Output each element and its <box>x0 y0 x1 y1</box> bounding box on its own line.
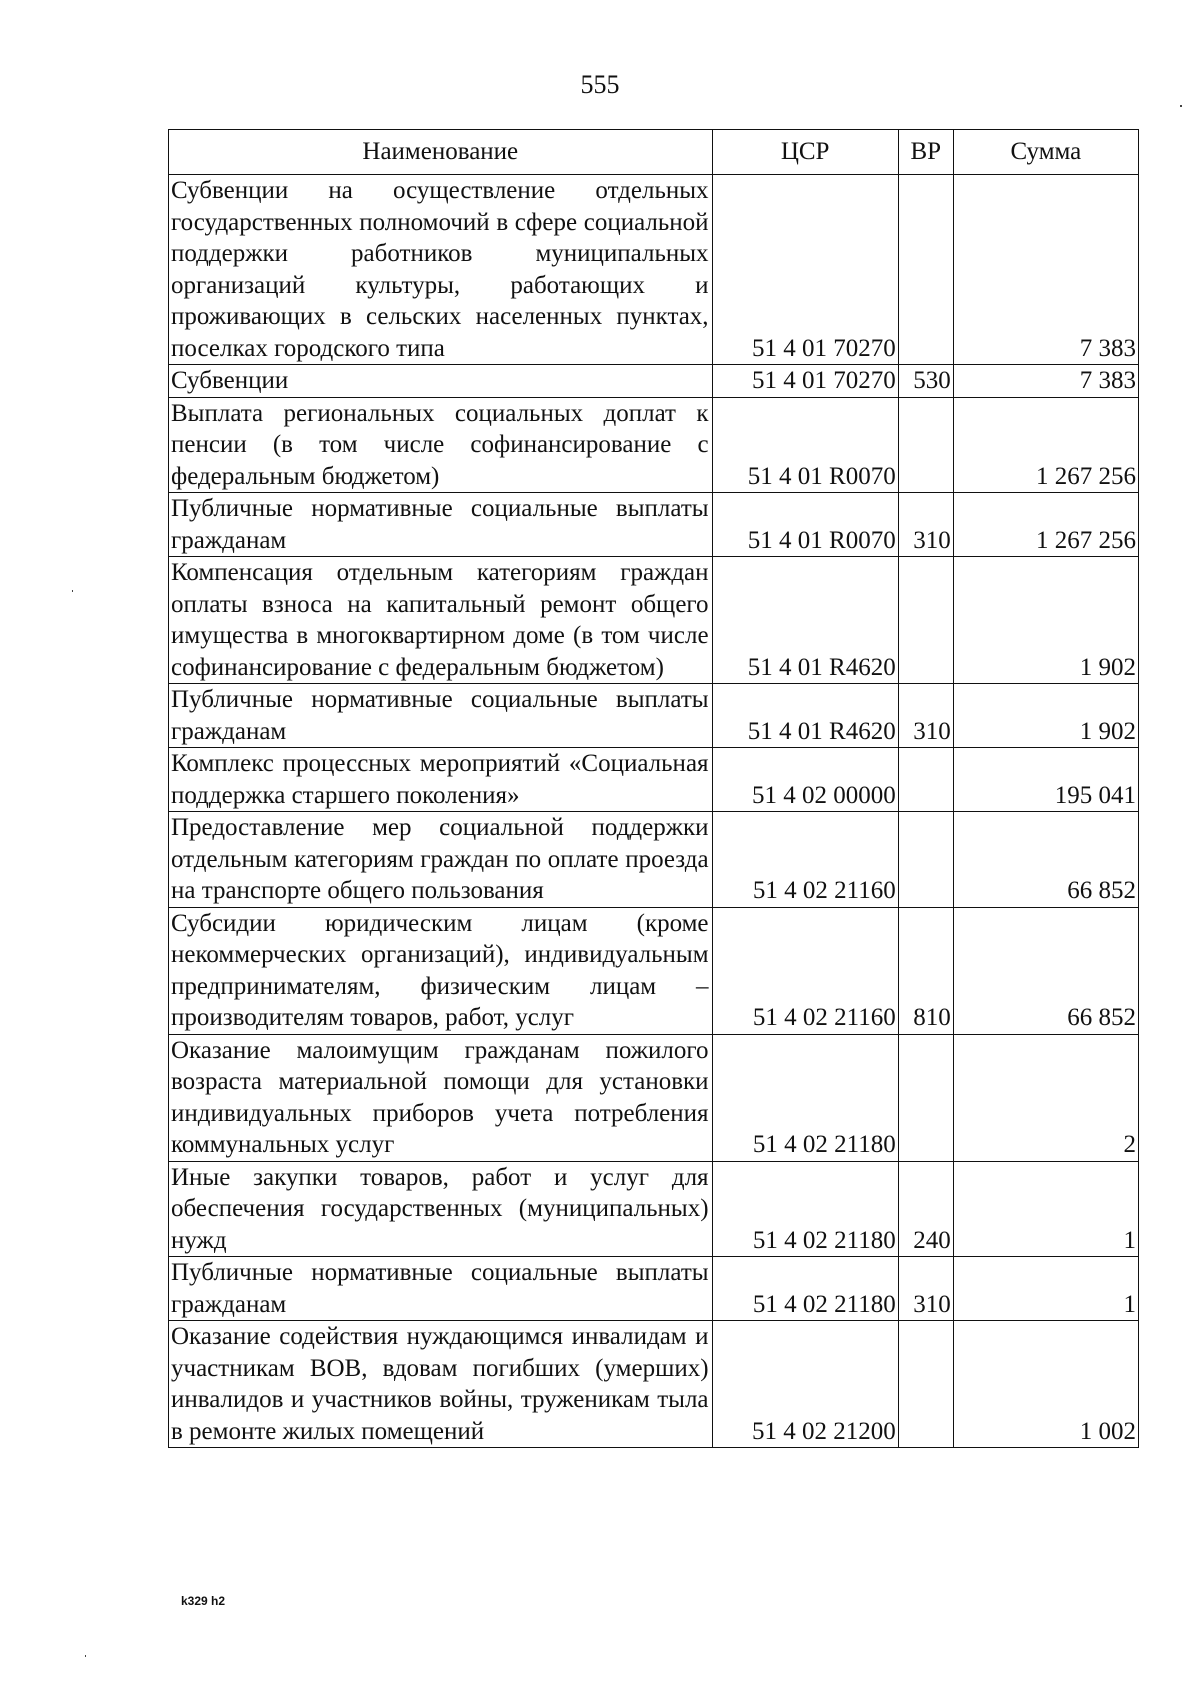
row-csr: 51 4 01 R0070 <box>712 397 898 493</box>
row-sum: 195 041 <box>953 748 1138 812</box>
row-name: Субвенции <box>169 365 713 398</box>
row-csr: 51 4 01 R4620 <box>712 557 898 684</box>
row-name: Субсидии юридическим лицам (кроме некоммерческих организаций), индивидуальным предпринимателям, физическим лицам – производителям товаров, работ, услуг <box>169 907 713 1034</box>
header-name: Наименование <box>169 130 713 175</box>
row-name: Оказание содействия нуждающимся инвалидам и участникам ВОВ, вдовам погибших (умерших) инвалидов и участников войны, труженикам тыла в ремонте жилых помещений <box>169 1321 713 1448</box>
table-row <box>169 1321 1139 1448</box>
table-row <box>169 1257 1139 1321</box>
page-number: 555 <box>580 70 620 99</box>
row-vr: 810 <box>898 907 953 1034</box>
row-vr: 530 <box>898 365 953 398</box>
row-csr: 51 4 02 21200 <box>712 1321 898 1448</box>
row-name: Выплата региональных социальных доплат к пенсии (в том числе софинансирование с федеральным бюджетом) <box>169 397 713 493</box>
row-vr: 240 <box>898 1161 953 1257</box>
row-vr <box>898 1034 953 1161</box>
row-sum: 2 <box>953 1034 1138 1161</box>
row-name: Публичные нормативные социальные выплаты гражданам <box>169 684 713 748</box>
row-csr: 51 4 01 70270 <box>712 365 898 398</box>
row-csr: 51 4 02 21180 <box>712 1161 898 1257</box>
row-name: Предоставление мер социальной поддержки отдельным категориям граждан по оплате проезда на транспорте общего пользования <box>169 812 713 908</box>
row-name: Комплекс процессных мероприятий «Социальная поддержка старшего поколения» <box>169 748 713 812</box>
row-csr: 51 4 01 R0070 <box>712 493 898 557</box>
table-row <box>169 907 1139 1034</box>
row-name: Публичные нормативные социальные выплаты гражданам <box>169 1257 713 1321</box>
table-row <box>169 365 1139 398</box>
row-vr <box>898 1321 953 1448</box>
table-row <box>169 557 1139 684</box>
table-header-row <box>169 130 1139 175</box>
row-name: Оказание малоимущим гражданам пожилого возраста материальной помощи для установки индивидуальных приборов учета потребления коммунальных услуг <box>169 1034 713 1161</box>
row-sum: 1 902 <box>953 684 1138 748</box>
row-vr: 310 <box>898 1257 953 1321</box>
row-sum: 1 <box>953 1161 1138 1257</box>
row-csr: 51 4 02 21160 <box>712 812 898 908</box>
row-csr: 51 4 02 21160 <box>712 907 898 1034</box>
row-csr: 51 4 02 00000 <box>712 748 898 812</box>
row-sum: 1 <box>953 1257 1138 1321</box>
row-vr <box>898 397 953 493</box>
row-sum: 7 383 <box>953 365 1138 398</box>
row-name: Субвенции на осуществление отдельных государственных полномочий в сфере социальной поддержки работников муниципальных организаций культуры, работающих и проживающих в сельских населенных пунктах, поселках городского типа <box>169 175 713 365</box>
row-csr: 51 4 02 21180 <box>712 1034 898 1161</box>
row-vr <box>898 812 953 908</box>
table-row <box>169 748 1139 812</box>
row-sum: 1 902 <box>953 557 1138 684</box>
row-vr: 310 <box>898 493 953 557</box>
row-sum: 1 267 256 <box>953 397 1138 493</box>
row-name: Иные закупки товаров, работ и услуг для обеспечения государственных (муниципальных) нужд <box>169 1161 713 1257</box>
row-csr: 51 4 01 70270 <box>712 175 898 365</box>
table-row <box>169 1034 1139 1161</box>
table-row <box>169 812 1139 908</box>
header-csr: ЦСР <box>712 130 898 175</box>
row-sum: 66 852 <box>953 812 1138 908</box>
scan-speck <box>85 1655 86 1657</box>
row-csr: 51 4 02 21180 <box>712 1257 898 1321</box>
scan-speck <box>1180 105 1182 107</box>
row-vr <box>898 748 953 812</box>
table-row <box>169 175 1139 365</box>
row-name: Публичные нормативные социальные выплаты гражданам <box>169 493 713 557</box>
table-row <box>169 493 1139 557</box>
header-vr: ВР <box>898 130 953 175</box>
row-vr <box>898 175 953 365</box>
row-vr: 310 <box>898 684 953 748</box>
scan-speck <box>72 590 73 592</box>
row-sum: 1 267 256 <box>953 493 1138 557</box>
budget-table <box>168 129 1139 1448</box>
table-row <box>169 397 1139 493</box>
row-csr: 51 4 01 R4620 <box>712 684 898 748</box>
table-row <box>169 684 1139 748</box>
row-name: Компенсация отдельным категориям граждан оплаты взноса на капитальный ремонт общего имущества в многоквартирном доме (в том числе софинансирование с федеральным бюджетом) <box>169 557 713 684</box>
row-vr <box>898 557 953 684</box>
row-sum: 66 852 <box>953 907 1138 1034</box>
header-sum: Сумма <box>953 130 1138 175</box>
footer-code: k329 h2 <box>181 1594 226 1608</box>
table-row <box>169 1161 1139 1257</box>
row-sum: 7 383 <box>953 175 1138 365</box>
row-sum: 1 002 <box>953 1321 1138 1448</box>
